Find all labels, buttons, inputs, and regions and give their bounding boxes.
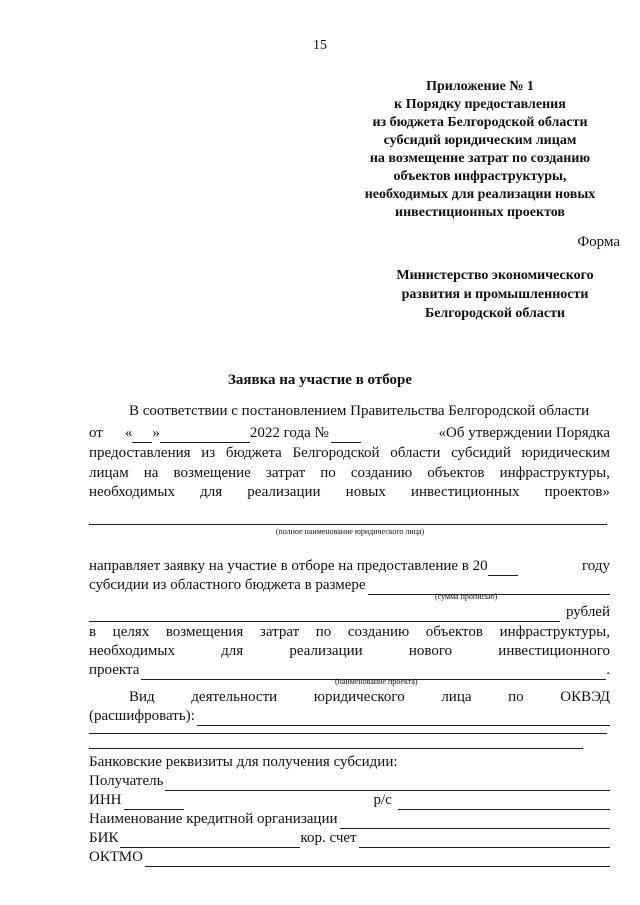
intro-ot: от <box>89 425 103 441</box>
corr-account-label: кор. счет <box>300 830 357 846</box>
bik-label: БИК <box>89 830 119 846</box>
decree-day-field[interactable] <box>132 427 152 443</box>
date-quote-open: « <box>124 425 133 441</box>
request-line-2 <box>89 575 610 595</box>
decree-month-field[interactable] <box>160 427 250 443</box>
appendix-line: инвестиционных проектов <box>395 205 565 220</box>
intro-line-5: необходимых для реализации новых инвестиционных проектов» <box>89 484 610 500</box>
activity-decode-label: (расшифровать): <box>89 708 195 724</box>
addressee-ministry <box>360 266 630 323</box>
request-line-1 <box>89 556 610 576</box>
appendix-line: к Порядку предоставления <box>394 97 566 112</box>
oktmo-field[interactable] <box>145 851 610 867</box>
ministry-line: развития и промышленности <box>401 287 589 302</box>
year-suffix-field[interactable] <box>488 560 518 576</box>
project-end: . <box>606 662 610 678</box>
corr-account-field[interactable] <box>359 832 610 848</box>
entity-caption: (полное наименование юридического лица) <box>275 527 425 536</box>
document-title: Заявка на участие в отборе <box>227 372 413 388</box>
inn-label: ИНН <box>89 792 122 808</box>
bik-field[interactable] <box>120 832 300 848</box>
activity-extra-line-1[interactable] <box>89 733 607 734</box>
intro-line-2 <box>89 423 610 443</box>
project-label: проекта <box>89 662 140 678</box>
appendix-line: на возмещение затрат по созданию <box>369 151 591 166</box>
appendix-line: объектов инфраструктуры, <box>393 169 567 184</box>
recipient-field[interactable] <box>165 775 610 791</box>
credit-org-label: Наименование кредитной организации <box>89 811 338 827</box>
recipient-label: Получатель <box>89 773 164 789</box>
activity-extra-line-2[interactable] <box>89 748 583 749</box>
rubles-line <box>89 602 610 622</box>
inn-account-line <box>89 790 610 810</box>
appendix-line: необходимых для реализации новых <box>364 187 596 202</box>
intro-line-1: В соответствии с постановлением Правительства Белгородской области <box>129 403 590 419</box>
oktmo-label: ОКТМО <box>89 849 143 865</box>
activity-line-2 <box>89 706 610 726</box>
purpose-line-1: в целях возмещения затрат по созданию объектов инфраструктуры, <box>89 624 610 640</box>
decree-number-field[interactable] <box>331 427 361 443</box>
rubles-label: рублей <box>565 604 610 620</box>
project-caption: (наименование проекта) <box>335 677 418 686</box>
year-word: году <box>582 558 610 574</box>
page-number: 15 <box>313 38 327 53</box>
oktmo-line <box>89 847 610 867</box>
appendix-line: субсидий юридическим лицам <box>383 133 577 148</box>
decree-year: 2022 года № <box>249 425 329 441</box>
intro-line-4: лицам на возмещение затрат по созданию объектов инфраструктуры, <box>89 465 610 481</box>
date-quote-close: » <box>152 425 160 441</box>
inn-field[interactable] <box>124 794 184 810</box>
amount-continuation-field[interactable] <box>89 606 560 622</box>
decree-title-start: «Об утверждении Порядка <box>438 425 610 441</box>
activity-line-1: Вид деятельности юридического лица по ОКВЭД <box>129 689 610 705</box>
ministry-line: Белгородской области <box>424 306 566 321</box>
intro-line-3: предоставления из бюджета Белгородской области субсидий юридическим <box>89 445 610 461</box>
appendix-line: Приложение № 1 <box>426 79 534 94</box>
account-field[interactable] <box>398 794 610 810</box>
credit-org-field[interactable] <box>340 813 611 829</box>
appendix-line: из бюджета Белгородской области <box>372 115 588 130</box>
activity-decode-field[interactable] <box>197 710 610 726</box>
recipient-line <box>89 771 610 791</box>
form-label: Форма <box>577 234 620 250</box>
appendix-header <box>330 78 630 222</box>
sum-caption: (сумма прописью) <box>435 592 498 601</box>
credit-org-line <box>89 809 610 829</box>
purpose-line-2: необходимых для реализации нового инвестиционного <box>89 643 610 659</box>
subsidy-amount-label: субсидии из областного бюджета в размере <box>89 577 366 593</box>
bik-line <box>89 828 610 848</box>
ministry-line: Министерство экономического <box>396 268 594 283</box>
account-label: р/с <box>373 792 392 808</box>
bank-heading: Банковские реквизиты для получения субсидии: <box>89 754 398 770</box>
request-text: направляет заявку на участие в отборе на предоставление в 20 <box>89 558 488 574</box>
entity-name-field[interactable] <box>89 524 607 525</box>
